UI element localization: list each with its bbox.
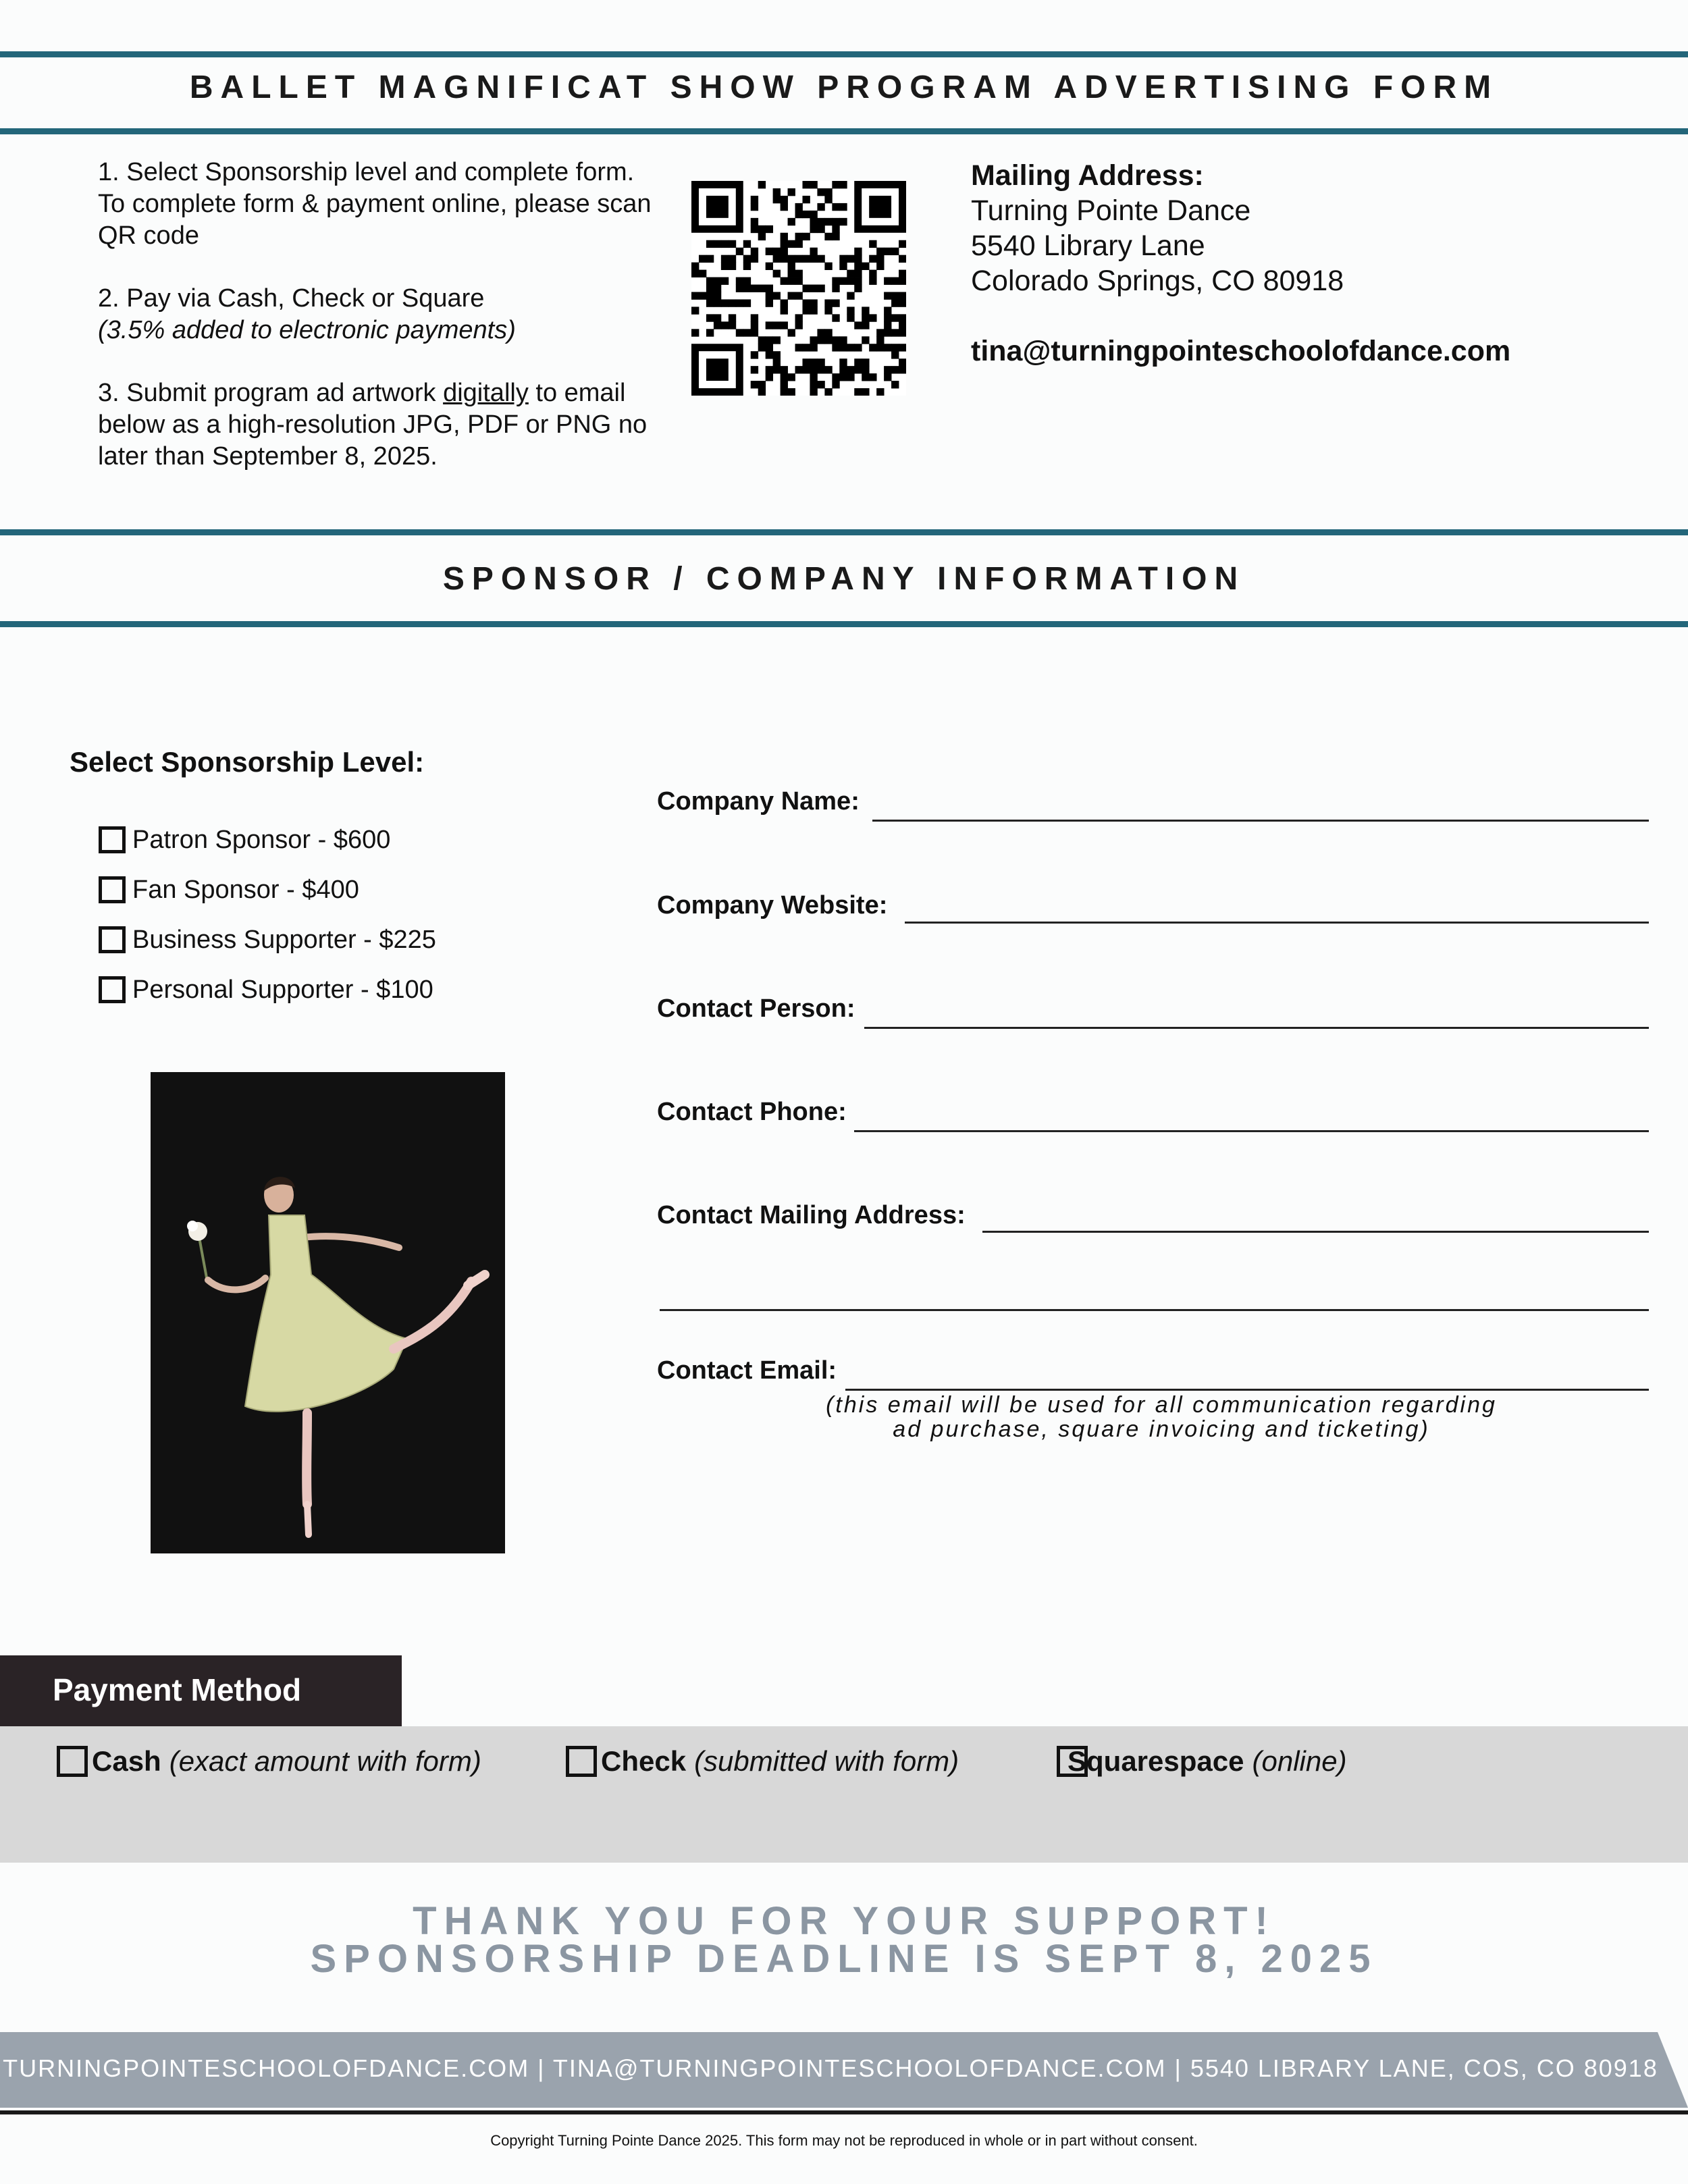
qr-code-graphic [691, 181, 906, 396]
footer-contact-line: TURNINGPOINTESCHOOLOFDANCE.COM | TINA@TURNINGPOINTESCHOOLOFDANCE.COM | 5540 LIBRARY LANE, COS, CO 80918 [3, 2054, 1658, 2082]
payment-method-title: Payment Method [53, 1672, 302, 1707]
sponsorship-option-patron[interactable] [99, 824, 390, 855]
checkbox[interactable] [57, 1746, 88, 1777]
contact-mailing-address-input-line-2[interactable] [660, 1309, 1649, 1311]
company-website-label: Company Website: [657, 891, 888, 920]
deadline-line: SPONSORSHIP DEADLINE IS SEPT 8, 2025 [310, 1937, 1378, 1981]
payment-option-squarespace[interactable] [1057, 1745, 1347, 1778]
top-rule [0, 51, 1688, 57]
company-name-label: Company Name: [657, 787, 860, 816]
contact-mailing-address-label: Contact Mailing Address: [657, 1201, 966, 1229]
sponsorship-option-label: Patron Sponsor - $600 [132, 825, 391, 854]
instruction-step-3-link: digitally [443, 379, 529, 407]
payment-option-note: (online) [1252, 1745, 1347, 1777]
copyright-notice: Copyright Turning Pointe Dance 2025. This form may not be reproduced in whole or in part without consent. [490, 2132, 1198, 2149]
sponsorship-option-label: Business Supporter - $225 [132, 925, 436, 954]
contact-phone-label: Contact Phone: [657, 1098, 847, 1126]
contact-person-input[interactable] [864, 1027, 1649, 1029]
contact-person-label: Contact Person: [657, 994, 855, 1023]
sponsorship-option-business[interactable] [99, 924, 436, 955]
payment-option-note: (exact amount with form) [169, 1745, 481, 1777]
dancer-illustration [151, 1072, 505, 1553]
instruction-step-1: 1. Select Sponsorship level and complete form. To complete form & payment online, please scan QR code [98, 158, 652, 250]
instruction-step-3 [98, 377, 652, 473]
sponsorship-level-title: Select Sponsorship Level: [70, 746, 425, 778]
thank-you-line: THANK YOU FOR YOUR SUPPORT! [413, 1899, 1275, 1943]
contact-email-input[interactable] [845, 1389, 1649, 1391]
payment-option-cash[interactable] [57, 1745, 481, 1778]
mailing-heading: Mailing Address: [971, 159, 1204, 192]
sponsorship-option-label: Personal Supporter - $100 [132, 975, 433, 1004]
company-website-input[interactable] [905, 922, 1649, 924]
dancer-photo [151, 1072, 505, 1553]
checkbox[interactable] [566, 1746, 597, 1777]
instruction-step-2 [98, 283, 652, 346]
payment-option-label: Check [601, 1745, 687, 1777]
contact-email-link[interactable]: tina@turningpointeschoolofdance.com [971, 335, 1511, 367]
payment-method-tab [0, 1655, 402, 1726]
company-name-input[interactable] [872, 820, 1649, 822]
checkbox[interactable] [99, 976, 126, 1003]
contact-email-note-line-2: ad purchase, square invoicing and ticketing) [893, 1416, 1430, 1442]
header-bottom-rule [0, 128, 1688, 134]
mailing-line-2: 5540 Library Lane [971, 230, 1205, 262]
payment-option-label: Cash [92, 1745, 161, 1777]
qr-code[interactable] [691, 181, 906, 396]
contact-mailing-address-input[interactable] [982, 1231, 1649, 1233]
instruction-step-2-note: (3.5% added to electronic payments) [98, 316, 516, 344]
payment-option-note: (submitted with form) [694, 1745, 959, 1777]
checkbox[interactable] [99, 876, 126, 903]
section-top-rule [0, 529, 1688, 535]
section-bottom-rule [0, 621, 1688, 627]
instruction-step-3-pre: 3. Submit program ad artwork [98, 379, 444, 407]
sponsorship-option-personal[interactable] [99, 974, 433, 1005]
mailing-line-1: Turning Pointe Dance [971, 194, 1251, 227]
sponsorship-option-label: Fan Sponsor - $400 [132, 875, 359, 904]
sponsorship-option-fan[interactable] [99, 874, 359, 905]
mailing-line-3: Colorado Springs, CO 80918 [971, 265, 1344, 297]
instructions [98, 157, 652, 504]
mailing-address [971, 158, 1646, 369]
form-title: BALLET MAGNIFICAT SHOW PROGRAM ADVERTISING FORM [189, 70, 1499, 105]
instruction-step-3-post: to email below as a high-resolution JPG, PDF or PNG no later than September 8, 2025. [98, 379, 648, 471]
payment-option-check[interactable] [566, 1745, 959, 1778]
section-title: SPONSOR / COMPANY INFORMATION [442, 561, 1246, 597]
checkbox[interactable] [99, 826, 126, 853]
contact-phone-input[interactable] [854, 1130, 1649, 1132]
contact-email-note-line-1: (this email will be used for all communication regarding [826, 1392, 1497, 1418]
payment-option-label: Squarespace [1067, 1745, 1244, 1777]
checkbox[interactable] [99, 926, 126, 953]
instruction-step-2-text: 2. Pay via Cash, Check or Square [98, 284, 485, 313]
contact-email-label: Contact Email: [657, 1356, 837, 1385]
contact-email-note [695, 1393, 1627, 1441]
